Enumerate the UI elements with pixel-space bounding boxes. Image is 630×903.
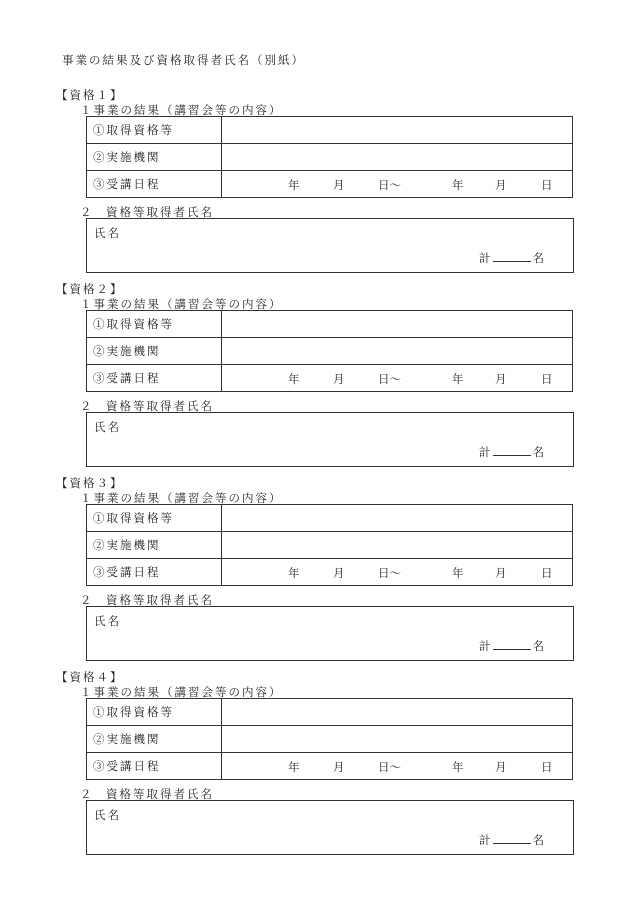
total-count (479, 638, 544, 654)
holders-heading-text: 資格等取得者氏名 (106, 399, 214, 413)
dates-row (87, 171, 573, 198)
start-day-unit: 日～ (378, 372, 401, 386)
total-count-blank[interactable] (493, 832, 531, 844)
institution-label: ②実施機関 (87, 338, 222, 365)
start-month-unit: 月 (333, 566, 345, 580)
dates-field[interactable] (222, 365, 573, 392)
institution-row (87, 338, 573, 365)
qualification-label: ①取得資格等 (87, 311, 222, 338)
end-day-unit: 日 (541, 760, 553, 774)
start-day-unit: 日～ (378, 566, 401, 580)
start-month-unit: 月 (333, 760, 345, 774)
dates-label: ③受講日程 (87, 559, 222, 586)
start-month-unit: 月 (333, 372, 345, 386)
result-heading: １事業の結果（講習会等の内容） (80, 685, 283, 699)
qualification-field[interactable] (222, 117, 573, 144)
institution-field[interactable] (222, 726, 573, 753)
holders-heading-text: 資格等取得者氏名 (106, 593, 214, 607)
total-count-blank[interactable] (493, 250, 531, 262)
result-heading: １事業の結果（講習会等の内容） (80, 103, 283, 117)
holders-heading-text: 資格等取得者氏名 (106, 787, 214, 801)
qualification-row (87, 117, 573, 144)
section-heading: 【資格１】 (56, 88, 124, 102)
start-day-unit: 日～ (378, 178, 401, 192)
total-suffix: 名 (532, 445, 544, 459)
holders-number: ２ (80, 399, 94, 413)
date-range (222, 171, 572, 197)
holders-name-box[interactable] (86, 412, 574, 467)
qualification-row (87, 311, 573, 338)
total-suffix: 名 (532, 251, 544, 265)
start-year-unit: 年 (288, 760, 300, 774)
total-prefix: 計 (479, 445, 491, 459)
dates-field[interactable] (222, 559, 573, 586)
date-range (222, 365, 572, 391)
end-month-unit: 月 (495, 566, 507, 580)
dates-row (87, 559, 573, 586)
total-count (479, 444, 544, 460)
result-table (86, 116, 573, 198)
result-heading: １事業の結果（講習会等の内容） (80, 297, 283, 311)
total-suffix: 名 (532, 639, 544, 653)
institution-field[interactable] (222, 338, 573, 365)
total-suffix: 名 (532, 833, 544, 847)
qualification-row (87, 699, 573, 726)
institution-label: ②実施機関 (87, 726, 222, 753)
start-year-unit: 年 (288, 566, 300, 580)
institution-field[interactable] (222, 144, 573, 171)
name-label: 氏名 (94, 614, 121, 628)
qualification-field[interactable] (222, 505, 573, 532)
end-year-unit: 年 (452, 566, 464, 580)
institution-field[interactable] (222, 532, 573, 559)
start-year-unit: 年 (288, 178, 300, 192)
result-table (86, 310, 573, 392)
institution-row (87, 532, 573, 559)
total-count-blank[interactable] (493, 638, 531, 650)
document-title: 事業の結果及び資格取得者氏名（別紙） (62, 53, 305, 67)
result-table (86, 504, 573, 586)
end-month-unit: 月 (495, 372, 507, 386)
institution-label: ②実施機関 (87, 144, 222, 171)
dates-field[interactable] (222, 171, 573, 198)
holders-name-box[interactable] (86, 218, 574, 273)
dates-field[interactable] (222, 753, 573, 780)
total-prefix: 計 (479, 833, 491, 847)
section-heading: 【資格３】 (56, 476, 124, 490)
start-day-unit: 日～ (378, 760, 401, 774)
dates-label: ③受講日程 (87, 171, 222, 198)
total-count (479, 250, 544, 266)
end-year-unit: 年 (452, 372, 464, 386)
total-prefix: 計 (479, 251, 491, 265)
qualification-label: ①取得資格等 (87, 505, 222, 532)
holders-number: ２ (80, 593, 94, 607)
holders-name-box[interactable] (86, 606, 574, 661)
section-heading: 【資格２】 (56, 282, 124, 296)
holders-number: ２ (80, 787, 94, 801)
name-label: 氏名 (94, 226, 121, 240)
qualification-label: ①取得資格等 (87, 699, 222, 726)
end-day-unit: 日 (541, 372, 553, 386)
holders-name-box[interactable] (86, 800, 574, 855)
date-range (222, 559, 572, 585)
holders-number: ２ (80, 205, 94, 219)
dates-label: ③受講日程 (87, 365, 222, 392)
end-month-unit: 月 (495, 178, 507, 192)
result-heading: １事業の結果（講習会等の内容） (80, 491, 283, 505)
dates-row (87, 365, 573, 392)
institution-row (87, 144, 573, 171)
section-heading: 【資格４】 (56, 670, 124, 684)
name-label: 氏名 (94, 808, 121, 822)
qualification-row (87, 505, 573, 532)
end-month-unit: 月 (495, 760, 507, 774)
end-day-unit: 日 (541, 566, 553, 580)
dates-label: ③受講日程 (87, 753, 222, 780)
dates-row (87, 753, 573, 780)
total-count (479, 832, 544, 848)
qualification-label: ①取得資格等 (87, 117, 222, 144)
name-label: 氏名 (94, 420, 121, 434)
institution-label: ②実施機関 (87, 532, 222, 559)
end-day-unit: 日 (541, 178, 553, 192)
end-year-unit: 年 (452, 760, 464, 774)
total-count-blank[interactable] (493, 444, 531, 456)
holders-heading-text: 資格等取得者氏名 (106, 205, 214, 219)
start-month-unit: 月 (333, 178, 345, 192)
qualification-field[interactable] (222, 699, 573, 726)
total-prefix: 計 (479, 639, 491, 653)
end-year-unit: 年 (452, 178, 464, 192)
date-range (222, 753, 572, 779)
qualification-field[interactable] (222, 311, 573, 338)
result-table (86, 698, 573, 780)
start-year-unit: 年 (288, 372, 300, 386)
institution-row (87, 726, 573, 753)
